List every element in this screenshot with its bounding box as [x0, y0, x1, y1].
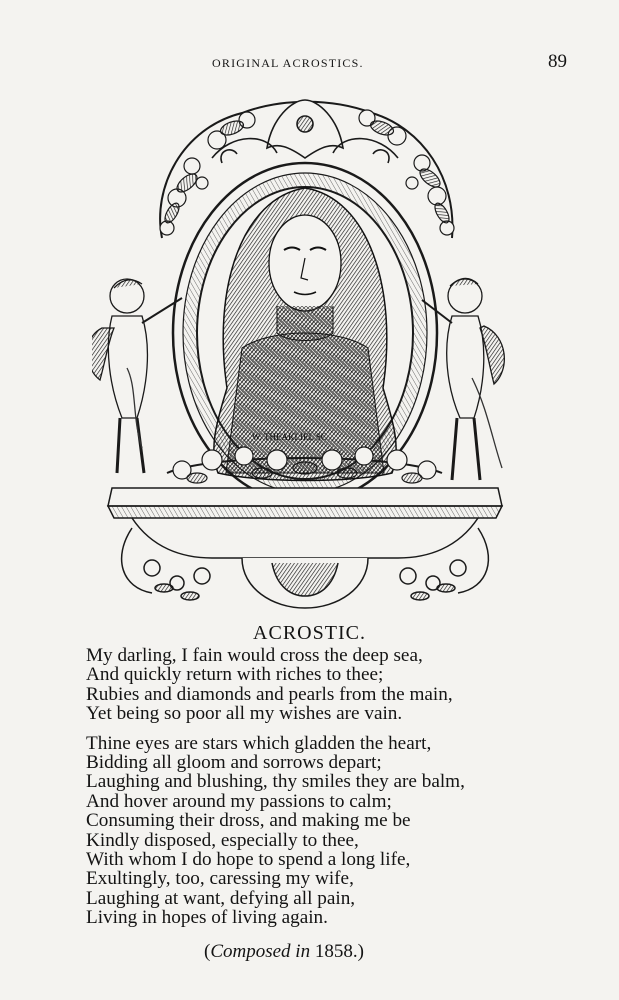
poem-line: Exultingly, too, caressing my wife, [86, 868, 354, 890]
engraver-signature: W. THEAKLIEL SC [252, 432, 327, 442]
stanza-1 [86, 646, 546, 724]
running-title: ORIGINAL ACROSTICS. [212, 56, 364, 70]
poem-line: Living in hopes of living again. [86, 907, 328, 929]
poem-line: And quickly return with riches to thee; [86, 664, 384, 686]
poem-line: Bidding all gloom and sorrows depart; [86, 752, 382, 774]
poem-line: Laughing and blushing, thy smiles they are balm, [86, 771, 465, 793]
portrait-engraving [92, 88, 518, 616]
scroll-crest [212, 100, 398, 163]
poem-line: Consuming their dross, and making me be [86, 810, 411, 832]
stanza-2 [86, 734, 546, 928]
note-year: 1858. [314, 941, 358, 962]
poem-line: Yet being so poor all my wishes are vain. [86, 703, 403, 725]
note-italic: Composed in [210, 941, 311, 962]
note-open-paren: ( [204, 941, 211, 962]
cherub-left [92, 279, 182, 473]
poem-line: My darling, I fain would cross the deep sea, [86, 645, 423, 666]
note-close-paren: ) [357, 941, 364, 962]
poem-body [86, 646, 546, 928]
page-number: 89 [548, 51, 567, 72]
poem-line: And hover around my passions to calm; [86, 790, 392, 812]
page-header [0, 50, 619, 74]
composition-note [204, 941, 364, 963]
cherub-right [422, 278, 504, 480]
poem-line: Kindly disposed, especially to thee, [86, 829, 359, 851]
poem-line: Laughing at want, defying all pain, [86, 887, 356, 909]
pedestal [108, 488, 502, 608]
poem-title: ACROSTIC. [253, 622, 366, 644]
poem-line: With whom I do hope to spend a long life, [86, 849, 411, 871]
poem-line: Rubies and diamonds and pearls from the main, [86, 683, 453, 705]
poem-line: Thine eyes are stars which gladden the heart, [86, 732, 432, 754]
